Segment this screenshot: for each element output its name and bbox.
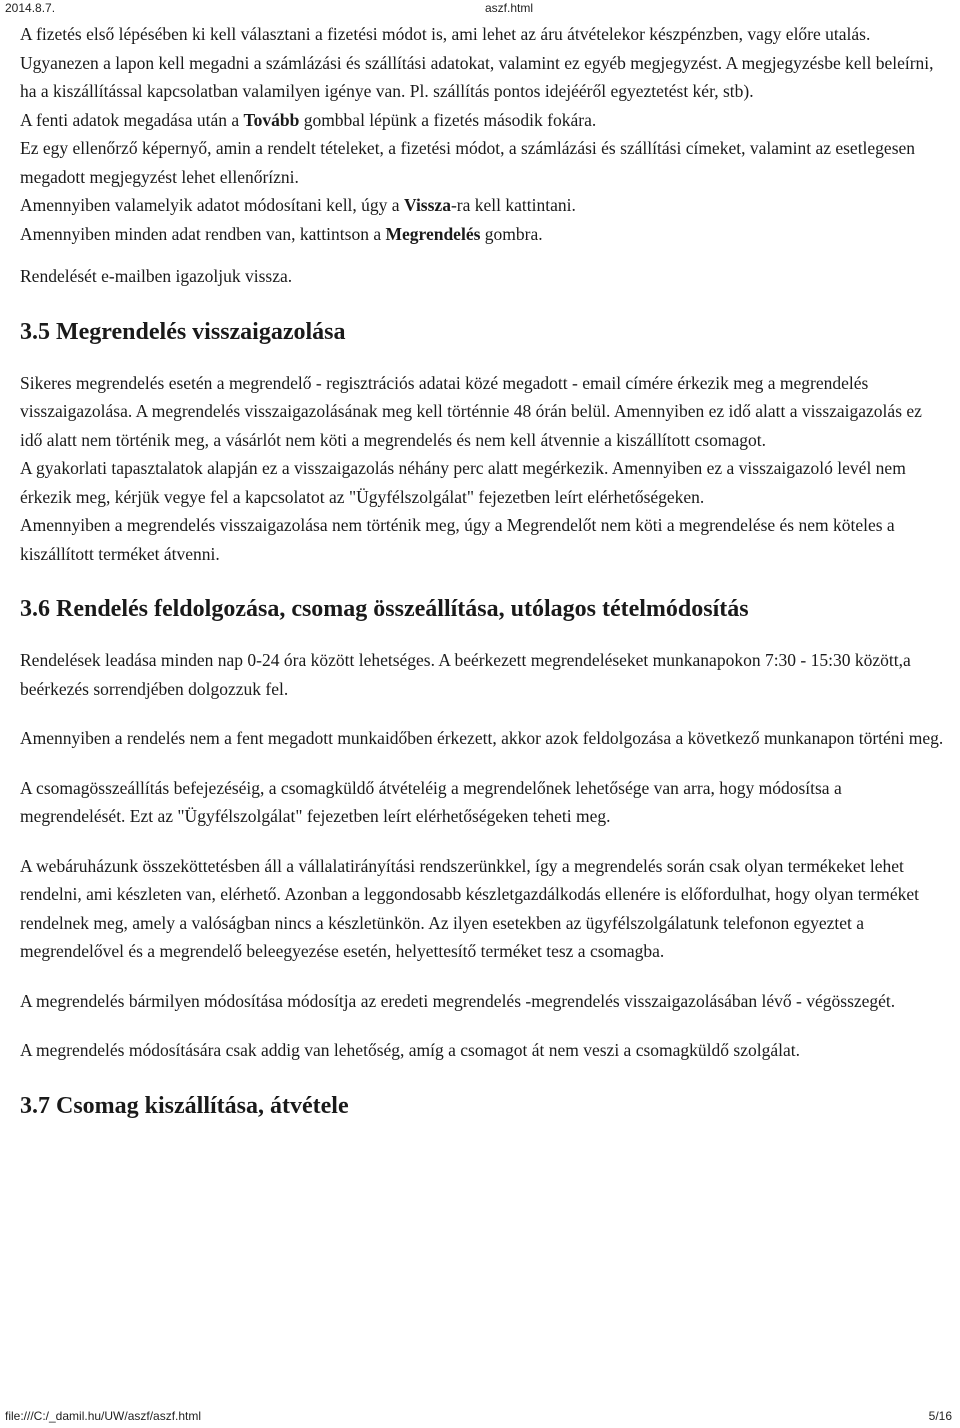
file-path: file:///C:/_damil.hu/UW/aszf/aszf.html <box>5 1409 202 1423</box>
paragraph: A megrendelés módosítására csak addig van lehetőség, amíg a csomagot át nem veszi a csomagküldő szolgálat. <box>20 1040 800 1060</box>
section-heading-3-5: 3.5 Megrendelés visszaigazolása <box>20 318 346 345</box>
print-header <box>0 0 960 20</box>
bold-term-vissza: Vissza <box>403 195 451 215</box>
paragraph: A fizetés első lépésében ki kell választani a fizetési módot is, ami lehet az áru átvételekor készpénzben, vagy előre utalás. <box>20 24 871 44</box>
paragraph: A csomagösszeállítás befejezéséig, a csomagküldő átvételéig a megrendelőnek lehetősége van arra, hogy módosítsa a megrendelését. Ezt az "Ügyfélszolgálat" fejezetben leírt elérhetőségeken teheti meg. <box>20 777 842 826</box>
paragraph: A gyakorlati tapasztalatok alapján ez a visszaigazolás néhány perc alatt megérkezik. Amennyiben ez a visszaigazoló levél nem érkezik meg, kérjük vegye fel a kapcsolatot az "Ügyfélszolgálat" fejezetben leírt elérhetőségeken. <box>20 458 906 507</box>
paragraph: A megrendelés bármilyen módosítása módosítja az eredeti megrendelés -megrendelés visszaigazolásában lévő - végösszegét. <box>20 990 896 1011</box>
section-heading-3-7: 3.7 Csomag kiszállítása, átvétele <box>20 1092 349 1119</box>
paragraph: Amennyiben minden adat rendben van, kattintson a Megrendelés gombra. <box>20 223 543 244</box>
paragraph: Amennyiben a megrendelés visszaigazolása nem történik meg, úgy a Megrendelőt nem köti a megrendelése és nem köteles a kiszállított terméket átvenni. <box>20 515 895 564</box>
paragraph: Ez egy ellenőrző képernyő, amin a rendelt tételeket, a fizetési módot, a számlázási és szállítási címeket, valamint az esetlegesen megadott megjegyzést lehet ellenőrízni. <box>20 138 916 187</box>
section-heading-3-6: 3.6 Rendelés feldolgozása, csomag összeállítása, utólagos tételmódosítás <box>20 596 749 622</box>
paragraph: A webáruházunk összeköttetésben áll a vállalatirányítási rendszerünkkel, így a megrendelés során csak olyan termékeket lehet rendelni, ami készleten van, elérhető. Azonban a leggondosabb készletgazdálkodás ellenére is előfordulhat, hogy olyan terméket rendelnek meg, amely a valóságban nincs a készletünkön. Az ilyen esetekben az ügyfélszolgálatunk telefonon egyeztet a megrendelővel és a megrendelő beleegyezése esetén, helyettesítő terméket tesz a csomagba. <box>20 855 919 961</box>
paragraph: Ugyanezen a lapon kell megadni a számlázási és szállítási adatokat, valamint ez egyéb megjegyzést. A megjegyzésbe kell beleírni, ha a kiszállítással kapcsolatban valamilyen igénye van. Pl. szállítás pontos idejééről egyeztetést kér, stb). <box>20 52 934 101</box>
paragraph: Amennyiben a rendelés nem a fent megadott munkaidőben érkezett, akkor azok feldolgozása a következő munkanapon történi meg. <box>20 728 944 748</box>
paragraph: A fenti adatok megadása után a Tovább gombbal lépünk a fizetés második fokára. <box>20 109 597 130</box>
bold-term-tovabb: Tovább <box>243 109 300 130</box>
document-body <box>20 20 948 1121</box>
print-footer <box>0 1408 960 1428</box>
page-number: 5/16 <box>928 1409 952 1423</box>
paragraph: Rendelését e-mailben igazoljuk vissza. <box>20 266 293 286</box>
print-date: 2014.8.7. <box>5 1 56 15</box>
paragraph: Sikeres megrendelés esetén a megrendelő - regisztrációs adatai közé megadott - email címére érkezik meg a megrendelés visszaigazolása. A megrendelés visszaigazolásának meg kell történnie 48 órán belül. Amennyiben ez idő alatt a visszaigazolás ez idő alatt nem történik meg, a vásárlót nem köti a megrendelés és nem kell átvennie a kiszállított csomagot. <box>20 372 922 450</box>
paragraph: Amennyiben valamelyik adatot módosítani kell, úgy a Vissza-ra kell kattintani. <box>20 195 576 215</box>
print-title: aszf.html <box>485 1 534 15</box>
paragraph: Rendelések leadása minden nap 0-24 óra között lehetséges. A beérkezett megrendeléseket munkanapokon 7:30 - 15:30 között,a beérkezés sorrendjében dolgozzuk fel. <box>20 650 911 699</box>
bold-term-megrendeles: Megrendelés <box>385 223 481 244</box>
